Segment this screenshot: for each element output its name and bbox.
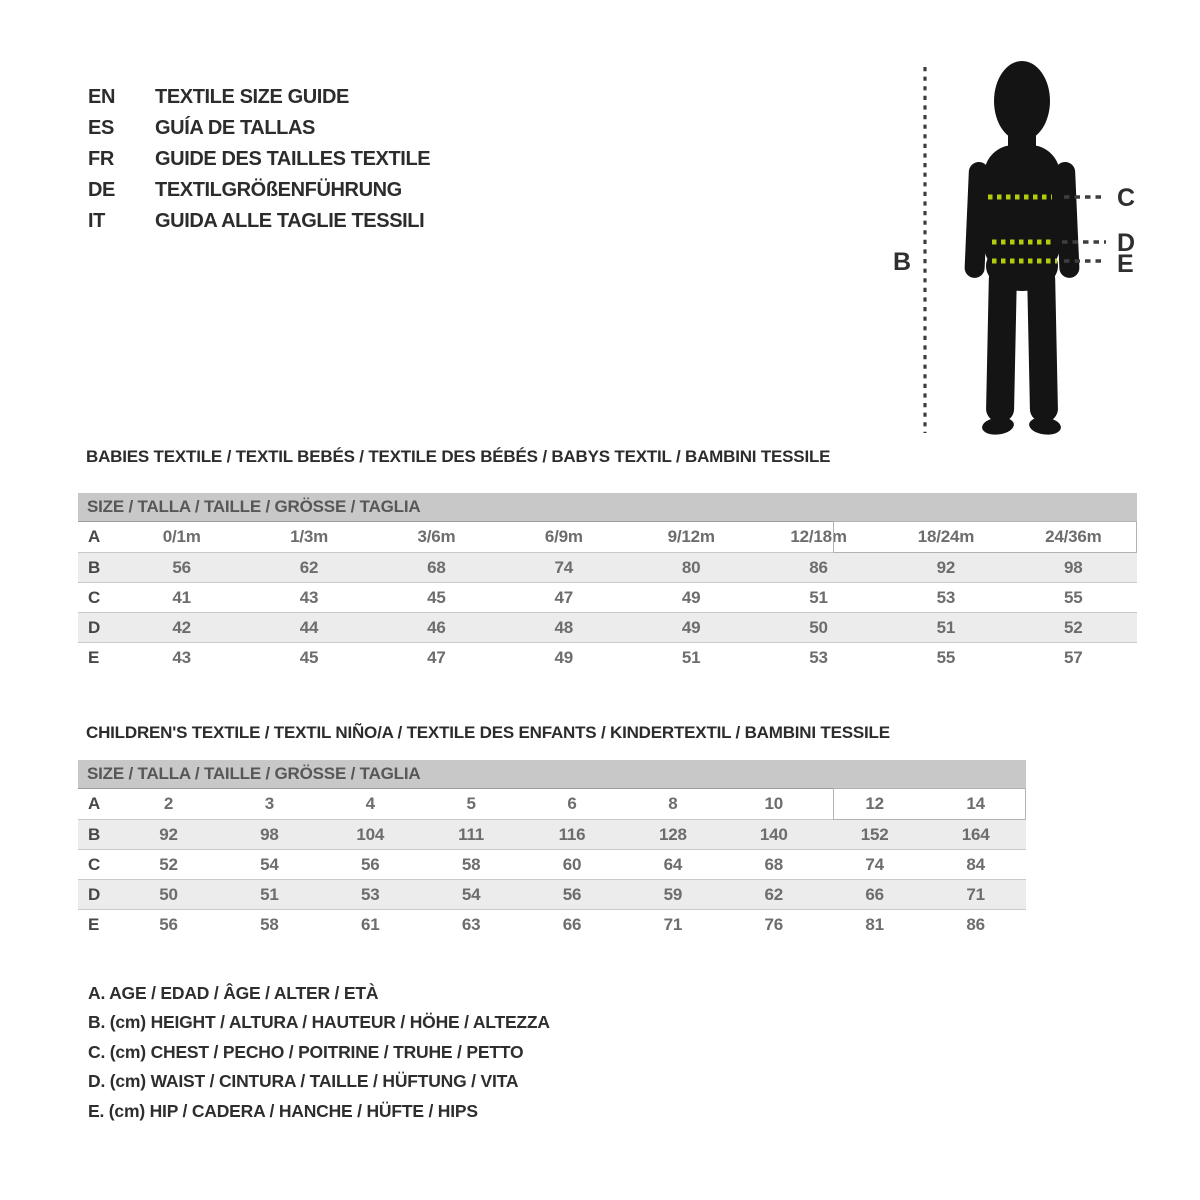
table-cell: 56 bbox=[159, 915, 178, 934]
table-cell: 54 bbox=[260, 855, 279, 874]
language-row bbox=[88, 206, 430, 237]
table-cell: 56 bbox=[360, 855, 380, 874]
table-cell: 66 bbox=[865, 885, 884, 904]
children-section-title: CHILDREN'S TEXTILE / TEXTIL NIÑO/A / TEXTILE DES ENFANTS / KINDERTEXTIL / BAMBINI TESSILE bbox=[86, 723, 890, 742]
table-cell: 68 bbox=[427, 558, 446, 577]
table-cell: 61 bbox=[360, 915, 380, 934]
row-label: A bbox=[88, 794, 101, 813]
table-row bbox=[78, 552, 1137, 582]
table-cell: 45 bbox=[299, 648, 319, 667]
babies-size-table bbox=[78, 493, 1137, 672]
table-cell: 49 bbox=[681, 588, 701, 607]
row-label: A bbox=[88, 527, 101, 546]
language-code: IT bbox=[88, 210, 105, 232]
table-cell: 76 bbox=[764, 915, 784, 934]
table-cell: 74 bbox=[554, 558, 574, 577]
table-cell: 51 bbox=[936, 618, 956, 637]
height-label: B bbox=[893, 248, 912, 276]
table-cell: 62 bbox=[299, 558, 319, 577]
table-cell: 6/9m bbox=[544, 527, 583, 546]
legend-item: C. (cm) CHEST / PECHO / POITRINE / TRUHE / PETTO bbox=[88, 1041, 524, 1062]
table-cell: 84 bbox=[966, 855, 985, 874]
row-label: B bbox=[88, 825, 101, 844]
table-row bbox=[78, 849, 1026, 879]
child-silhouette-figure bbox=[880, 50, 1165, 450]
legend-item: E. (cm) HIP / CADERA / HANCHE / HÜFTE / HIPS bbox=[88, 1100, 478, 1121]
table-cell: 3 bbox=[264, 794, 274, 813]
table-cell: 164 bbox=[961, 825, 990, 844]
table-cell: 49 bbox=[554, 648, 574, 667]
table-cell: 4 bbox=[365, 794, 375, 813]
table-cell: 55 bbox=[1064, 588, 1083, 607]
table-cell: 6 bbox=[567, 794, 577, 813]
row-label: C bbox=[88, 855, 101, 874]
table-cell: 92 bbox=[936, 558, 956, 577]
table-cell: 60 bbox=[562, 855, 582, 874]
row-label: D bbox=[88, 618, 101, 637]
table-cell: 12/18m bbox=[790, 527, 847, 546]
table-cell: 0/1m bbox=[162, 527, 201, 546]
legend-item: A. AGE / EDAD / ÂGE / ALTER / ETÀ bbox=[88, 983, 379, 1003]
table-cell: 140 bbox=[759, 825, 788, 844]
row-label: D bbox=[88, 885, 101, 904]
table-cell: 49 bbox=[681, 618, 701, 637]
legend-item: D. (cm) WAIST / CINTURA / TAILLE / HÜFTUNG / VITA bbox=[88, 1071, 519, 1092]
table-cell: 111 bbox=[458, 825, 485, 844]
table-cell: 68 bbox=[764, 855, 784, 874]
table-cell: 57 bbox=[1064, 648, 1083, 667]
language-row bbox=[88, 82, 430, 113]
table-cell: 81 bbox=[865, 915, 884, 934]
table-cell: 53 bbox=[936, 588, 956, 607]
table-row bbox=[78, 522, 1137, 552]
language-label: GUIDE DES TAILLES TEXTILE bbox=[155, 148, 431, 170]
language-code: EN bbox=[88, 86, 115, 108]
table-cell: 56 bbox=[172, 558, 191, 577]
table-cell: 62 bbox=[764, 885, 784, 904]
row-label: E bbox=[88, 915, 100, 934]
table-cell: 47 bbox=[554, 588, 574, 607]
table-cell: 48 bbox=[554, 618, 574, 637]
language-label: TEXTILE SIZE GUIDE bbox=[155, 86, 349, 108]
table-cell: 56 bbox=[562, 885, 582, 904]
table-cell: 53 bbox=[360, 885, 380, 904]
table-cell: 12 bbox=[865, 794, 884, 813]
table-cell: 74 bbox=[865, 855, 884, 874]
table-cell: 66 bbox=[562, 915, 582, 934]
table-cell: 116 bbox=[558, 825, 586, 844]
table-cell: 59 bbox=[663, 885, 683, 904]
row-label: C bbox=[88, 588, 101, 607]
table-cell: 50 bbox=[159, 885, 178, 904]
table-row bbox=[78, 909, 1026, 939]
table-cell: 92 bbox=[159, 825, 178, 844]
table-cell: 43 bbox=[299, 588, 319, 607]
table-row bbox=[78, 879, 1026, 909]
table-cell: 3/6m bbox=[417, 527, 456, 546]
babies-section-title: BABIES TEXTILE / TEXTIL BEBÉS / TEXTILE DES BÉBÉS / BABYS TEXTIL / BAMBINI TESSILE bbox=[86, 447, 831, 466]
table-cell: 86 bbox=[809, 558, 828, 577]
table-cell: 47 bbox=[427, 648, 446, 667]
table-cell: 52 bbox=[159, 855, 178, 874]
table-cell: 86 bbox=[966, 915, 985, 934]
language-label: GUÍA DE TALLAS bbox=[155, 117, 315, 139]
table-cell: 58 bbox=[461, 855, 481, 874]
table-cell: 54 bbox=[461, 885, 481, 904]
language-row bbox=[88, 113, 430, 144]
table-cell: 128 bbox=[659, 825, 687, 844]
language-list bbox=[88, 82, 430, 237]
table-cell: 64 bbox=[663, 855, 683, 874]
language-code: DE bbox=[88, 179, 115, 201]
legend-item: B. (cm) HEIGHT / ALTURA / HAUTEUR / HÖHE / ALTEZZA bbox=[88, 1012, 550, 1033]
table-cell: 43 bbox=[172, 648, 191, 667]
table-cell: 80 bbox=[681, 558, 701, 577]
table-cell: 98 bbox=[1064, 558, 1083, 577]
table-cell: 44 bbox=[299, 618, 319, 637]
table-cell: 8 bbox=[668, 794, 678, 813]
table-cell: 45 bbox=[427, 588, 446, 607]
table-cell: 104 bbox=[356, 825, 385, 844]
table-cell: 18/24m bbox=[917, 527, 975, 546]
language-row bbox=[88, 175, 430, 206]
language-label: GUIDA ALLE TAGLIE TESSILI bbox=[155, 210, 425, 232]
table-cell: 5 bbox=[466, 794, 476, 813]
table-header-band: SIZE / TALLA / TAILLE / GRÖSSE / TAGLIA bbox=[78, 760, 1026, 789]
table-cell: 46 bbox=[427, 618, 446, 637]
table-cell: 14 bbox=[966, 794, 985, 813]
table-cell: 71 bbox=[966, 885, 985, 904]
children-size-table bbox=[78, 760, 1026, 939]
table-cell: 9/12m bbox=[667, 527, 715, 546]
row-label: E bbox=[88, 648, 100, 667]
chest-label: C bbox=[1117, 184, 1136, 212]
table-cell: 1/3m bbox=[290, 527, 329, 546]
table-cell: 51 bbox=[260, 885, 279, 904]
row-label: B bbox=[88, 558, 101, 577]
language-label: TEXTILGRÖßENFÜHRUNG bbox=[155, 179, 402, 201]
table-cell: 42 bbox=[172, 618, 191, 637]
table-cell: 55 bbox=[936, 648, 956, 667]
language-code: FR bbox=[88, 148, 114, 170]
table-cell: 24/36m bbox=[1045, 527, 1102, 546]
table-cell: 58 bbox=[260, 915, 279, 934]
table-cell: 98 bbox=[260, 825, 279, 844]
table-row bbox=[78, 612, 1137, 642]
table-row bbox=[78, 582, 1137, 612]
language-code: ES bbox=[88, 117, 114, 139]
table-row bbox=[78, 789, 1026, 819]
table-row bbox=[78, 819, 1026, 849]
table-cell: 51 bbox=[681, 648, 701, 667]
table-cell: 52 bbox=[1064, 618, 1083, 637]
table-cell: 71 bbox=[663, 915, 683, 934]
hip-label: E bbox=[1117, 250, 1134, 278]
table-cell: 10 bbox=[764, 794, 784, 813]
child-silhouette bbox=[964, 61, 1080, 436]
table-row bbox=[78, 642, 1137, 672]
measurement-legend bbox=[88, 979, 550, 1126]
language-row bbox=[88, 144, 430, 175]
table-cell: 41 bbox=[172, 588, 191, 607]
table-cell: 50 bbox=[809, 618, 828, 637]
table-cell: 63 bbox=[461, 915, 481, 934]
table-cell: 2 bbox=[163, 794, 174, 813]
table-cell: 51 bbox=[809, 588, 828, 607]
table-header-band: SIZE / TALLA / TAILLE / GRÖSSE / TAGLIA bbox=[78, 493, 1137, 522]
waist-label: D bbox=[1117, 229, 1136, 257]
table-cell: 53 bbox=[809, 648, 828, 667]
table-cell: 152 bbox=[860, 825, 889, 844]
